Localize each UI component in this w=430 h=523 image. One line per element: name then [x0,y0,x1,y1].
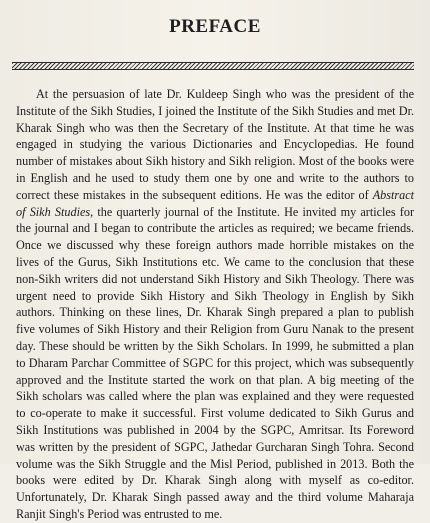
paragraph-text-start: At the persuasion of late Dr. Kuldeep Singh who was the president of the Institute of the Sikh Studies, I joined the Institute of the Sikh Studies and met Dr. Kharak Singh who was then the Secretary of the Institute. At that time he was engaged in studying the various Dictionaries and Encyclopedias. He found number of mistakes about Sikh history and Sikh religion. Most of the books were in English and he used to study them one by one and write to the authors to correct these mistakes in the subsequent editions. He was the editor of [16,87,414,202]
journal-title: Abstract of Sikh Studies, [16,187,414,219]
preface-paragraph [16,86,414,523]
hatched-divider [12,62,414,70]
paragraph-text-end: the quarterly journal of the Institute. He invited my articles for the journal and I began to contribute the articles as required; we became friends. Once we discussed why these foreign authors made horrible mistakes on the lives of the Gurus, Sikh Institutions etc. We came to the conclusion that these non-Sikh writers did not understand Sikh History and Sikh Theology. There was urgent need to provide Sikh History and Sikh Theology in English by Sikh authors. Thinking on these lines, Dr. Kharak Singh prepared a plan to publish five volumes of Sikh History and their Religion from Guru Nanak to the present day. These should be written by the Sikh Scholars. In 1999, he submitted a plan to Dharam Parchar Committee of SGPC for this project, which was subsequently approved and the Institute started the work on that plan. A big meeting of the Sikh scholars was called where the plan was explained and they were requested to co-operate to make it successful. First volume dedicated to Sikh Gurus and Sikh Institutions was published in 2004 by the SGPC, Amritsar. Its Foreword was written by the president of SGPC, Jathedar Gurcharan Singh Tohra. Second volume was the Sikh Struggle and the Misl Period, published in 2013. Both the books were edited by Dr. Kharak Singh along with myself as co-editor. Unfortunately, Dr. Kharak Singh passed away and the third volume Maharaja Ranjit Singh's Period was entrusted to me. [16,204,414,521]
page-title: PREFACE [169,16,261,37]
